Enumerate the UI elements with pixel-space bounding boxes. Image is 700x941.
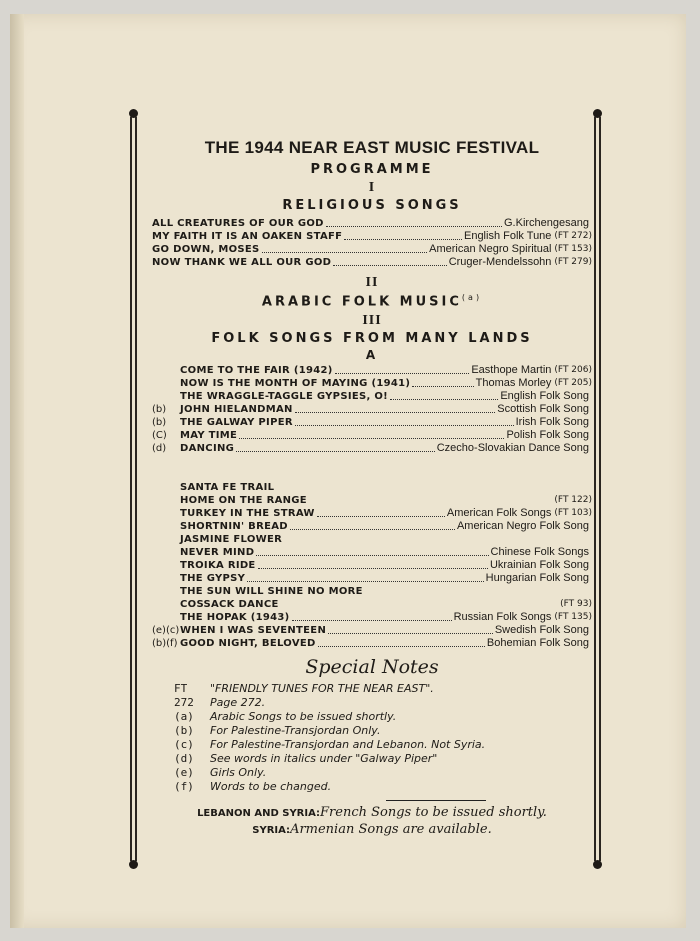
song-title: THE GALWAY PIPER [180,417,293,429]
song-row [152,256,592,269]
song-ft-ref: (FT 93) [560,599,592,610]
footer-text-1: French Songs to be issued shortly. [320,805,547,821]
note-text: "FRIENDLY TUNES FOR THE NEAR EAST". [210,682,434,696]
leader-dots [295,416,514,426]
song-prefix: (b)(f) [152,638,178,650]
footer-line-1 [152,805,592,822]
song-composer: Czecho-Slovakian Dance Song [436,442,589,455]
note-key: (c) [174,738,194,752]
note-row [174,738,592,752]
song-title: TROIKA RIDE [180,560,256,572]
section-2-title: ARABIC FOLK MUSIC [261,294,462,310]
song-title: SANTA FE TRAIL [180,482,275,494]
song-composer: English Folk Tune [463,230,552,242]
note-text: Words to be changed. [210,780,332,794]
section-2-heading [152,293,592,309]
note-text: See words in italics under "Galway Piper" [210,752,438,766]
section-2-note: (a) [461,293,483,302]
leader-dots [239,429,504,439]
leader-dots [333,256,446,266]
song-ft-ref: (FT 272) [554,231,592,241]
song-row [152,494,592,507]
note-text: Girls Only. [210,766,267,780]
song-title: JOHN HIELANDMAN [180,404,293,416]
song-row [152,390,592,403]
song-row [152,377,592,390]
song-title: THE WRAGGLE-TAGGLE GYPSIES, O! [180,391,389,403]
song-prefix [152,507,180,520]
song-prefix [152,598,180,611]
note-text: Page 272. [210,696,266,710]
leader-dots [326,217,502,227]
note-key: (b) [174,724,194,738]
song-title: GOOD NIGHT, BELOVED [180,638,316,650]
song-title: THE SUN WILL SHINE NO MORE [180,586,363,598]
song-title: COME TO THE FAIR (1942) [180,365,333,377]
song-title: WHEN I WAS SEVENTEEN [180,625,327,637]
song-prefix: (C) [152,430,167,442]
song-row [152,598,592,611]
song-composer: Chinese Folk Songs [490,546,589,559]
song-prefix [152,572,180,585]
leader-dots [328,624,493,634]
song-row [152,546,592,559]
song-row [152,416,592,429]
song-prefix [152,481,180,494]
section-1-numeral: I [368,180,376,195]
leader-dots [247,572,483,582]
song-row [152,624,592,637]
song-title: THE HOPAK (1943) [180,612,290,624]
song-composer: Bohemian Folk Song [486,637,589,650]
song-prefix [152,520,180,533]
song-row [152,217,592,230]
song-row [152,429,592,442]
footer-line-2 [152,822,592,839]
programme-heading: PROGRAMME [310,162,434,177]
section-3-sub: A [365,348,379,363]
song-row [152,637,592,650]
song-prefix: (b) [152,417,167,429]
leader-dots [292,611,452,621]
song-row [152,403,592,416]
song-title: MY FAITH IT IS AN OAKEN STAFF [152,231,343,242]
song-composer: Irish Folk Song [515,416,589,429]
song-composer: Cruger-Mendelssohn [448,256,552,268]
special-notes-list [152,682,592,794]
song-prefix [152,611,180,624]
song-composer: Ukrainian Folk Song [489,559,589,572]
note-key: (d) [174,752,194,766]
leader-dots [295,403,496,413]
note-text: For Palestine-Transjordan Only. [210,724,381,738]
song-ft-ref: (FT 153) [554,244,592,254]
song-composer: American Negro Folk Song [456,520,589,533]
song-prefix [152,533,180,546]
note-text: For Palestine-Transjordan and Lebanon. Not Syria. [210,738,486,752]
song-composer: Hungarian Folk Song [485,572,589,585]
section-3a-list [152,364,592,455]
note-row [174,766,592,780]
song-composer: G.Kirchengesang [504,217,589,229]
note-text: Arabic Songs to be issued shortly. [210,710,397,724]
song-title: NOW THANK WE ALL OUR GOD [152,257,332,268]
note-row [174,682,592,696]
footer-text-2: Armenian Songs are available. [290,822,492,838]
leader-dots [262,243,428,253]
note-key: (e) [174,766,194,780]
song-ft-ref: (FT 135) [554,612,592,623]
note-row [174,710,592,724]
song-prefix [152,585,180,598]
section-2-numeral: II [365,275,379,290]
song-ft-ref: (FT 206) [554,365,592,376]
song-ft-ref: (FT 279) [554,257,592,267]
leader-dots [236,442,435,452]
song-ft-ref: (FT 205) [554,378,592,389]
song-title: THE GYPSY [180,573,246,585]
note-row [174,780,592,794]
leader-dots [412,377,473,387]
song-title: SHORTNIN' BREAD [180,521,288,533]
note-row [174,752,592,766]
song-prefix: (d) [152,443,167,455]
song-prefix: (b) [152,404,167,416]
leader-dots [317,507,445,517]
note-key: 272 [174,696,194,710]
binding-edge [10,14,24,928]
song-title: MAY TIME [180,430,238,442]
song-title: COSSACK DANCE [180,599,279,611]
song-composer: American Negro Spiritual [429,243,552,255]
song-row [152,364,592,377]
note-row [174,696,592,710]
song-title: DANCING [180,443,235,455]
song-prefix [152,364,180,377]
song-composer: Polish Folk Song [506,429,589,442]
song-prefix [152,494,180,507]
song-title: JASMINE FLOWER [180,534,283,546]
leader-dots [318,637,485,647]
song-row [152,230,592,243]
song-composer: Russian Folk Songs [453,611,552,624]
song-ft-ref: (FT 122) [554,495,592,506]
song-row [152,572,592,585]
song-row [152,442,592,455]
section-1-list [152,217,592,269]
note-row [174,724,592,738]
song-title: HOME ON THE RANGE [180,495,307,507]
song-title: NEVER MIND [180,547,255,559]
footer-label-1: LEBANON AND SYRIA: [197,808,321,820]
song-row [152,533,592,546]
song-row [152,585,592,598]
song-row [152,611,592,624]
song-title: NOW IS THE MONTH OF MAYING (1941) [180,378,411,390]
section-1-heading: RELIGIOUS SONGS [282,198,462,213]
song-ft-ref: (FT 103) [554,508,592,519]
note-key: FT [174,682,188,696]
section-3-heading: FOLK SONGS FROM MANY LANDS [211,331,533,347]
programme-content [152,132,592,839]
song-composer: Swedish Folk Song [494,624,589,637]
section-3-numeral: III [362,313,382,329]
song-composer: Easthope Martin [471,364,552,377]
song-row [152,520,592,533]
song-row [152,507,592,520]
song-row [152,481,592,494]
song-composer: English Folk Song [500,390,589,403]
song-row [152,559,592,572]
section-3b-list [152,481,592,650]
song-prefix [152,377,180,390]
leader-dots [344,230,462,240]
song-prefix: (e)(c) [152,625,180,637]
footer-rule [386,800,486,801]
leader-dots [335,364,470,374]
song-composer: Thomas Morley [475,377,552,390]
song-composer: American Folk Songs [446,507,552,520]
song-title: GO DOWN, MOSES [152,244,260,255]
note-key: (a) [174,710,194,724]
song-row [152,243,592,256]
leader-dots [256,546,488,556]
right-border [594,109,602,869]
song-title: TURKEY IN THE STRAW [180,508,315,520]
leader-dots [390,390,498,400]
leader-dots [290,520,455,530]
programme-page [10,14,686,928]
song-prefix [152,559,180,572]
leader-dots [258,559,488,569]
left-border [130,109,138,869]
song-prefix [152,390,180,403]
footer-label-2: SYRIA: [252,825,291,837]
song-prefix [152,546,180,559]
song-title: ALL CREATURES OF OUR GOD [152,218,324,229]
special-notes-heading: Special Notes [305,656,439,679]
page-title: THE 1944 NEAR EAST MUSIC FESTIVAL [204,138,540,157]
song-composer: Scottish Folk Song [497,403,589,416]
note-key: (f) [174,780,194,794]
